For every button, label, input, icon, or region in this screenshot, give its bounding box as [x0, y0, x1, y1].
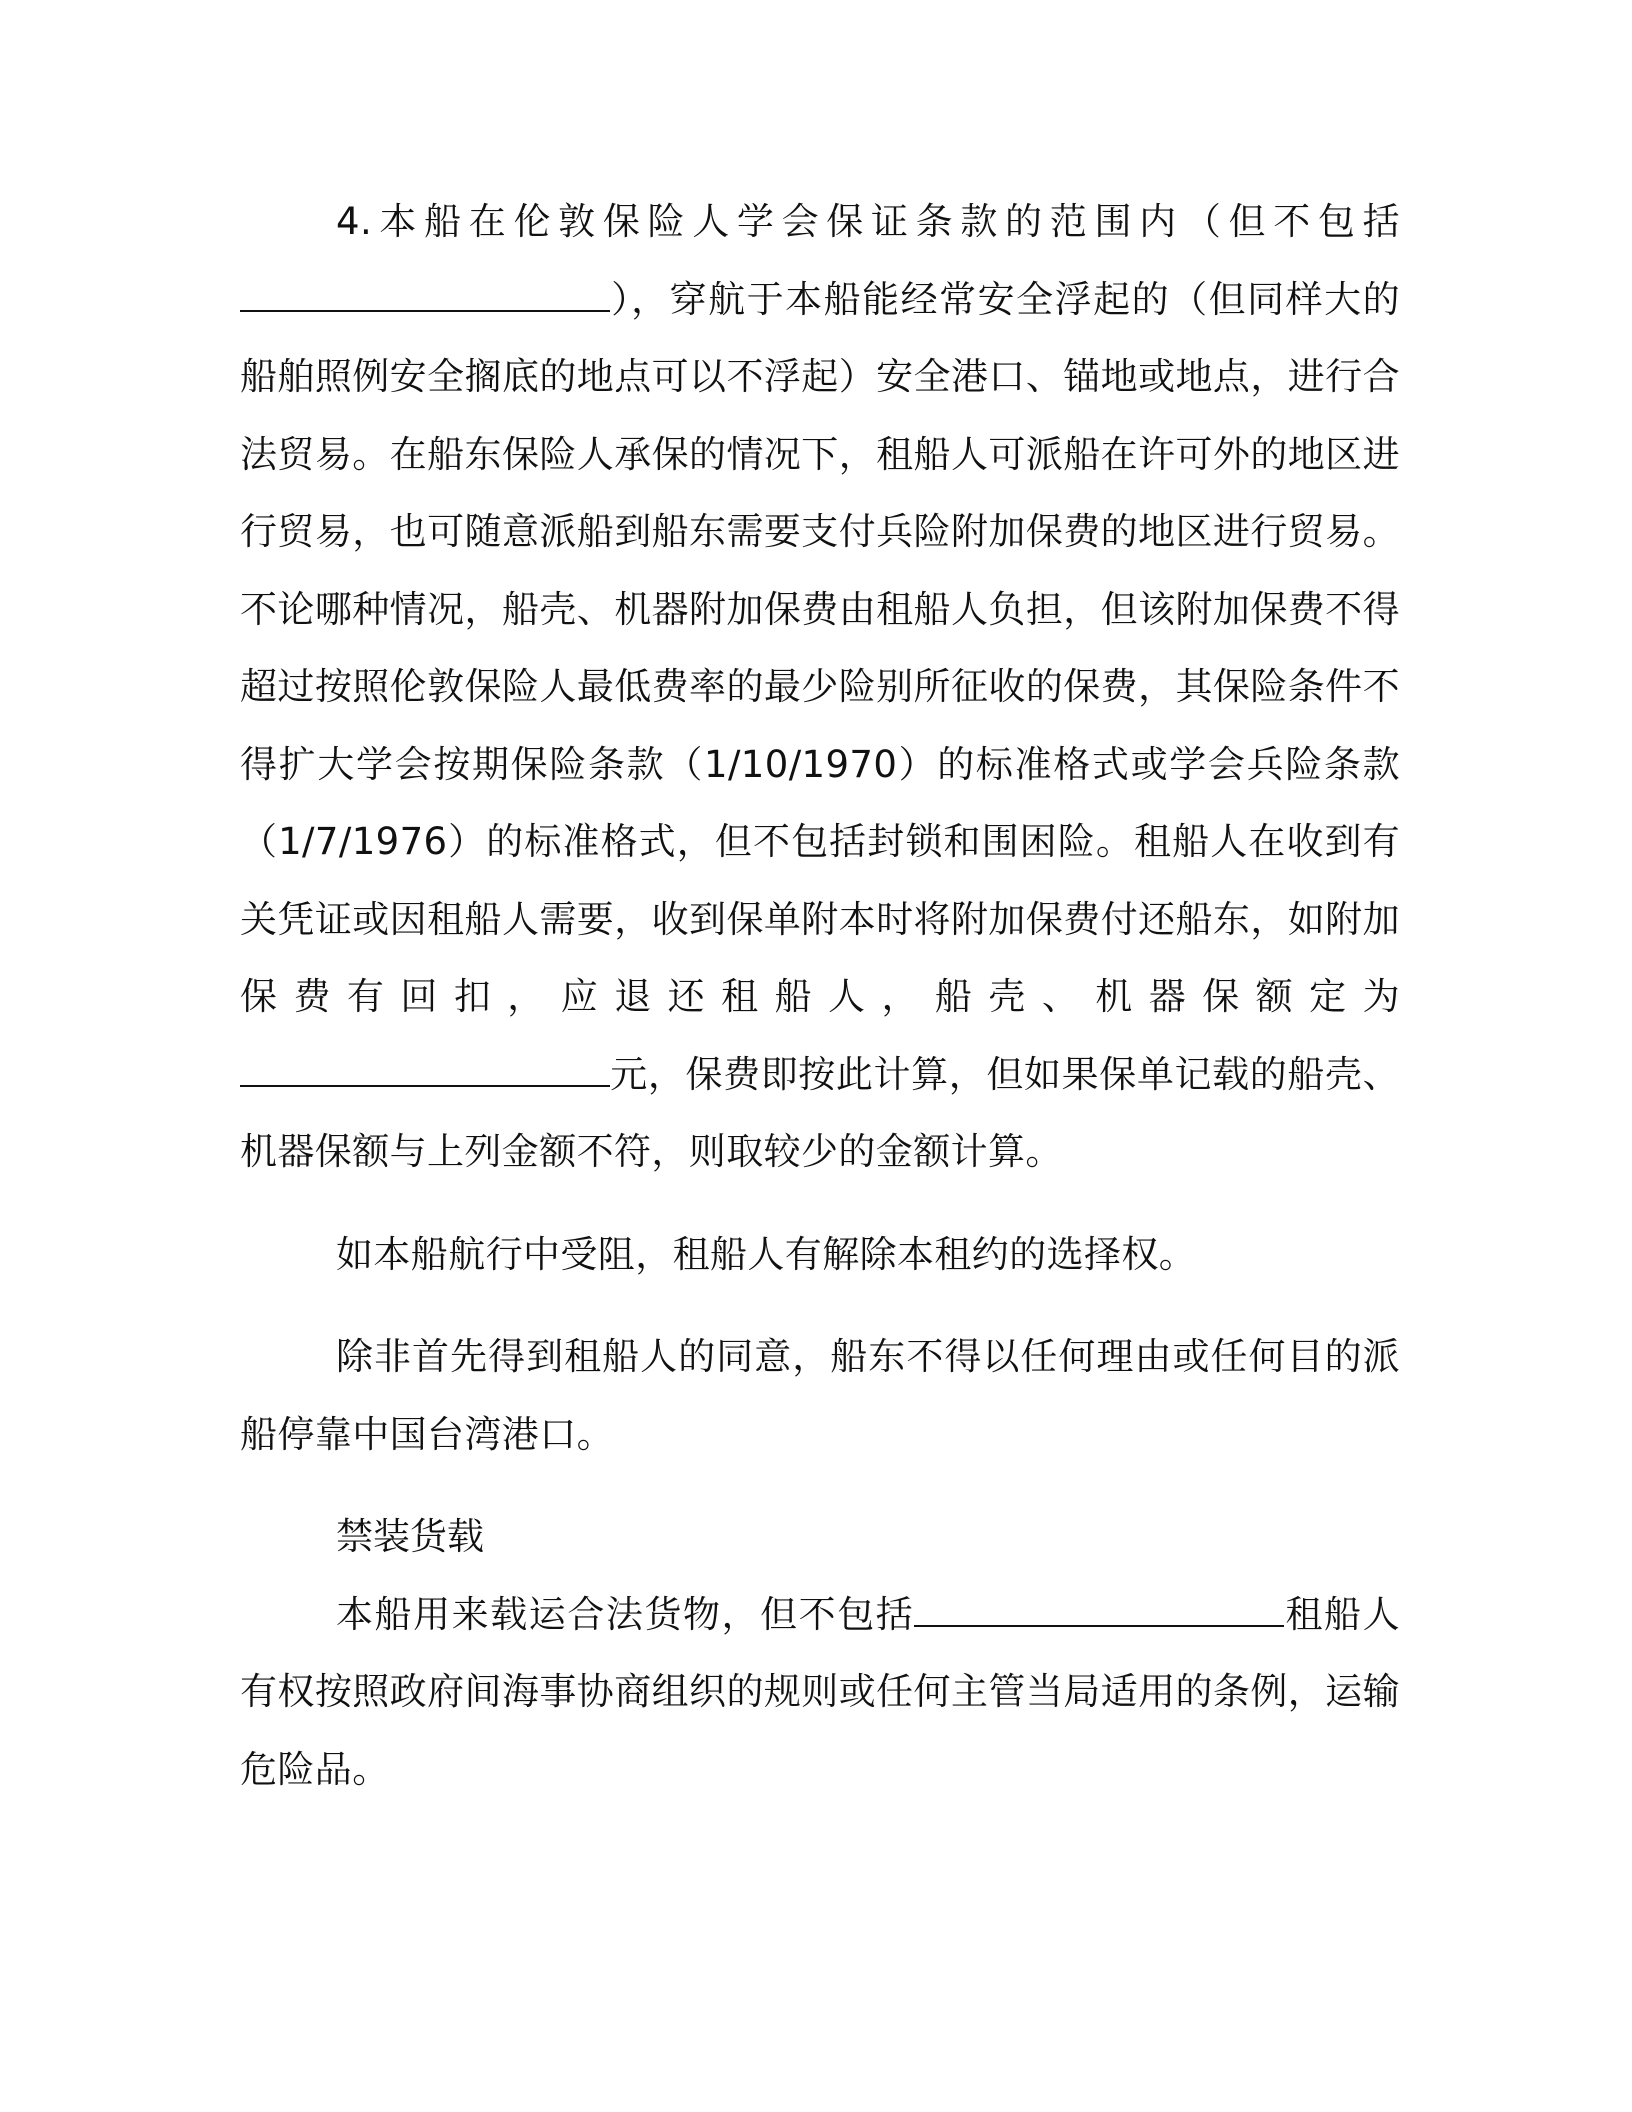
cargo-text-1: 本船用来载运合法货物，但不包括 [336, 1592, 915, 1636]
voyage-blocked-paragraph: 如本船航行中受阻，租船人有解除本租约的选择权。 [336, 1232, 1197, 1276]
cargo-text-2: 租船人有权按照政府间海事协商组织的规则或任何主管当局适用的条例，运输危险品。 [240, 1592, 1401, 1791]
excluded-cargo-blank-field[interactable] [914, 1591, 1284, 1627]
clause-4-text-2: ），穿航于本船能经常安全浮起的（但同样大的船舶照例安全搁底的地点可以不浮起）安全港口、锚地或地点，进行合法贸易。在船东保险人承保的情况下，租船人可派船在许可外的地区进行贸易，也可随意派船到船东需要支付兵险附加保费的地区进行贸易。不论哪种情况，船壳、机器附加保费由租船人负担，但该附加保费不得超过按照伦敦保险人最低费率的最少险别所征收的保费，其保险条件不得扩大学会按期保险条款（1/10/1970）的标准格式或学会兵险条款（1/7/1976）的标准格式，但不包括封锁和围困险。租船人在收到有关凭证或因租船人需要，收到保单附本时将附加保费付还船东，如附加保费有回扣，应退还租船人，船壳、机器保额定为 [240, 277, 1400, 1018]
prohibited-cargo-heading: 禁装货载 [336, 1515, 484, 1558]
clause-4-paragraph [240, 183, 1400, 1191]
clause-4-text-1: 4.本船在伦敦保险人学会保证条款的范围内（但不包括 [336, 200, 1400, 243]
insured-amount-blank-field[interactable] [240, 1051, 610, 1087]
document-page [240, 183, 1400, 1808]
taiwan-port-paragraph: 除非首先得到租船人的同意，船东不得以任何理由或任何目的派船停靠中国台湾港口。 [240, 1335, 1400, 1456]
cargo-paragraph [240, 1576, 1400, 1809]
clause-4-text-3: 元，保费即按此计算，但如果保单记载的船壳、机器保额与上列金额不符，则取较少的金额计算。 [240, 1052, 1400, 1173]
exclusion-blank-field[interactable] [240, 276, 610, 312]
